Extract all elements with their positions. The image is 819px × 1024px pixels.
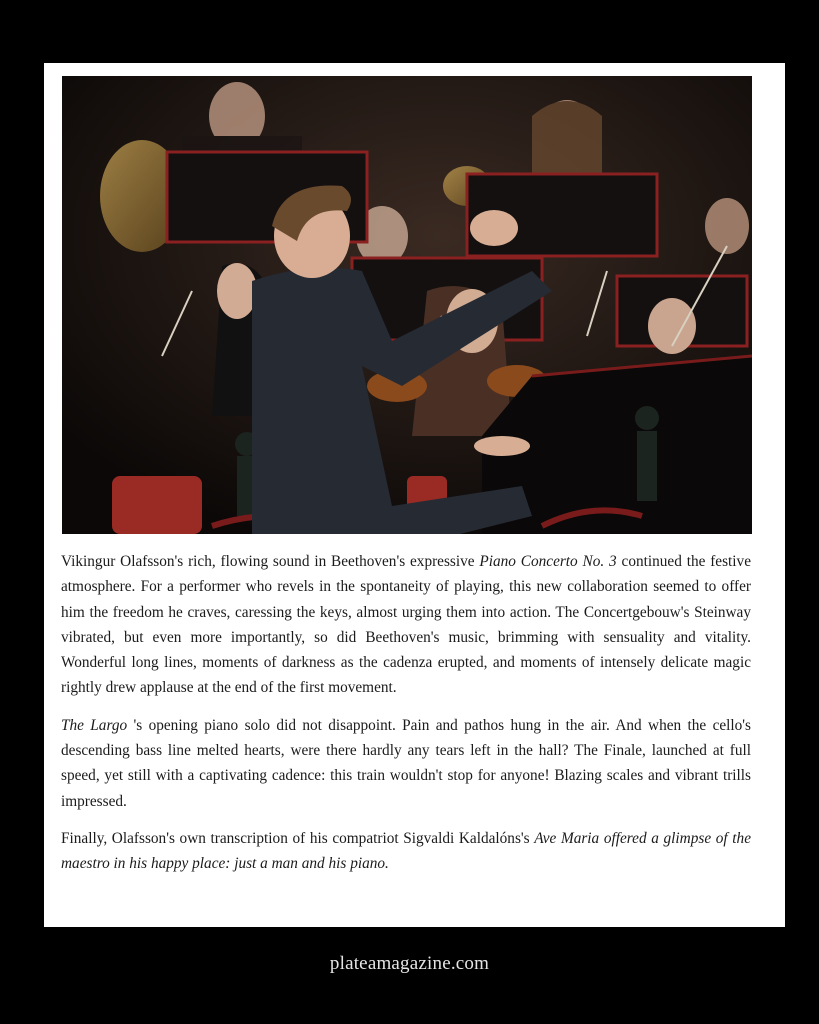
- concerto-title: Piano Concerto No. 3: [479, 553, 617, 570]
- article-body: [61, 549, 751, 889]
- p2-text-b: 's opening piano solo did not disappoint. Pain and pathos hung in the air. And when the cello's descending bass line melted hearts, were there hardly any tears left in the hall? The Finale, launched at full speed, yet still with a captivating cadence: this train wouldn't stop for anyone! Blazing scales and vibrant trills impressed.: [61, 716, 752, 810]
- paragraph-3: [61, 826, 751, 877]
- footer-site: plateamagazine.com: [329, 953, 490, 974]
- largo-title: The Largo: [61, 716, 128, 734]
- paragraph-1: [61, 549, 751, 701]
- p1-text-a: Vikingur Olafsson's rich, flowing sound in Beethoven's expressive: [61, 553, 480, 570]
- concert-photo: [62, 76, 752, 534]
- p3-text-a: Finally, Olafsson's own transcription of his compatriot Sigvaldi Kaldalóns's: [61, 829, 535, 847]
- p3-italic: Ave Maria offered a glimpse of the maestro in his happy place: just a man and his piano.: [61, 829, 751, 873]
- article-card: [44, 63, 785, 927]
- paragraph-2: [61, 713, 751, 814]
- p1-text-b: continued the festive atmosphere. For a performer who revels in the spontaneity of playing, this new collaboration seemed to offer him the freedom he craves, caressing the keys, almost urging them into action. The Concertgebouw's Steinway vibrated, but even more importantly, so did Beethoven's music, brimming with sensuality and vitality. Wonderful long lines, moments of darkness as the cadenza erupted, and moments of intensely delicate magic rightly drew applause at the end of the first movement.: [61, 553, 751, 697]
